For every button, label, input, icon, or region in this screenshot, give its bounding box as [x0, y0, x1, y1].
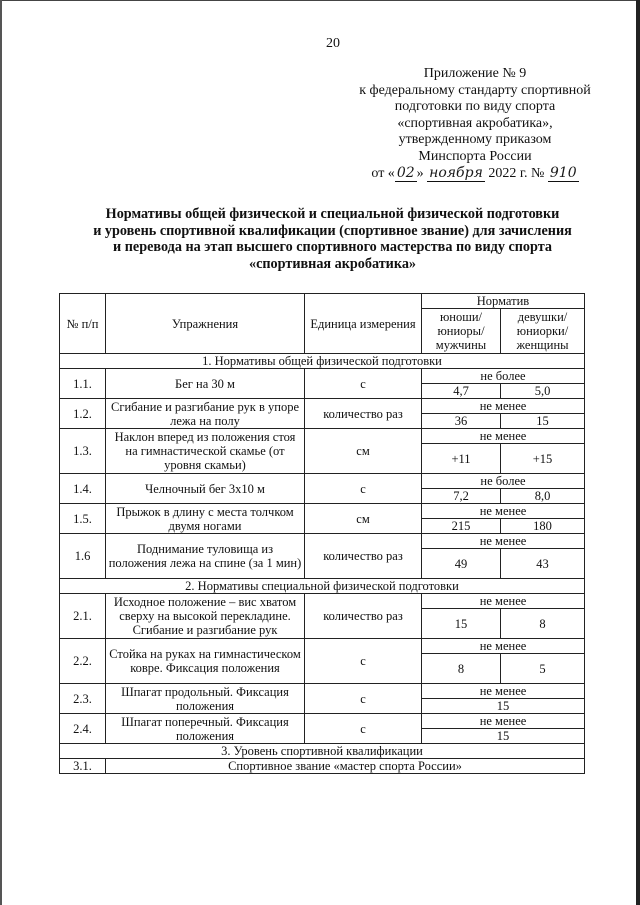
row-num: 2.1.: [60, 594, 106, 639]
value-female: 15: [501, 414, 585, 429]
table-row: [60, 594, 585, 609]
appendix-line: утвержденному приказом: [398, 132, 552, 147]
page-number: 20: [326, 36, 340, 51]
header-norm: Норматив: [422, 294, 585, 309]
appendix-line: Приложение № 9: [423, 66, 527, 81]
row-num: 2.3.: [60, 684, 106, 714]
row-num: 2.2.: [60, 639, 106, 684]
value-female: 8,0: [501, 489, 585, 504]
value-male: +11: [422, 444, 501, 474]
table-row: [60, 369, 585, 384]
section-title: 2. Нормативы специальной физической подготовки: [60, 579, 585, 594]
value-male: 49: [422, 549, 501, 579]
section-row: [60, 744, 585, 759]
handwritten-order-number: 910: [549, 165, 577, 181]
row-condition: не менее: [422, 714, 585, 729]
row-condition: не более: [422, 369, 585, 384]
section-row: [60, 579, 585, 594]
handwritten-month: ноября: [429, 165, 483, 181]
row-unit: см: [305, 504, 422, 534]
value-female: 5: [501, 654, 585, 684]
row-exercise: Челночный бег 3х10 м: [106, 474, 305, 504]
value-male: 8: [422, 654, 501, 684]
value-both: 15: [422, 699, 585, 714]
row-num: 1.2.: [60, 399, 106, 429]
row-unit: см: [305, 429, 422, 474]
table-row: [60, 684, 585, 699]
row-exercise: Прыжок в длину с места толчком двумя ногами: [106, 504, 305, 534]
row-unit: с: [305, 714, 422, 744]
row-num: 1.1.: [60, 369, 106, 399]
row-exercise: Исходное положение – вис хватом сверху на высокой перекладине. Сгибание и разгибание рук: [106, 594, 305, 639]
scan-border-left: [0, 0, 2, 905]
row-num: 1.4.: [60, 474, 106, 504]
header-unit: Единица измерения: [305, 294, 422, 354]
row-condition: не менее: [422, 429, 585, 444]
order-date-line: [340, 165, 610, 183]
value-male: 36: [422, 414, 501, 429]
row-num: 2.4.: [60, 714, 106, 744]
section-row: [60, 354, 585, 369]
value-male: 15: [422, 609, 501, 639]
appendix-line: «спортивная акробатика»,: [397, 115, 553, 131]
section-title: 3. Уровень спортивной квалификации: [60, 744, 585, 759]
value-male: 4,7: [422, 384, 501, 399]
header-num: № п/п: [60, 294, 106, 354]
row-condition: не менее: [422, 399, 585, 414]
row-num: 1.3.: [60, 429, 106, 474]
title-line: и перевода на этап высшего спортивного мастерства по виду спорта: [113, 239, 552, 255]
row-condition: не менее: [422, 594, 585, 609]
appendix-line: Минспорта России: [418, 148, 532, 164]
appendix-block: [340, 66, 610, 183]
row-unit: количество раз: [305, 594, 422, 639]
scan-border-top: [0, 0, 640, 1]
row-condition: не менее: [422, 504, 585, 519]
table-row: [60, 759, 585, 774]
value-both: 15: [422, 729, 585, 744]
table-row: [60, 399, 585, 414]
row-unit: с: [305, 474, 422, 504]
row-num: 1.5.: [60, 504, 106, 534]
value-female: +15: [501, 444, 585, 474]
row-exercise: Бег на 30 м: [106, 369, 305, 399]
row-unit: с: [305, 684, 422, 714]
scan-border-right: [636, 0, 640, 905]
row-exercise: Поднимание туловища из положения лежа на спине (за 1 мин): [106, 534, 305, 579]
row-exercise: Сгибание и разгибание рук в упоре лежа на полу: [106, 399, 305, 429]
table-row: [60, 714, 585, 729]
norms-table: [59, 293, 585, 774]
row-condition: не более: [422, 474, 585, 489]
row-condition: не менее: [422, 534, 585, 549]
table-header-row: [60, 294, 585, 309]
row-unit: количество раз: [305, 534, 422, 579]
row-condition: не менее: [422, 684, 585, 699]
value-female: 8: [501, 609, 585, 639]
value-female: 43: [501, 549, 585, 579]
table-row: [60, 534, 585, 549]
appendix-line: к федеральному стандарту спортивной: [359, 82, 591, 98]
row-unit: количество раз: [305, 399, 422, 429]
row-exercise: Наклон вперед из положения стоя на гимнастической скамье (от уровня скамьи): [106, 429, 305, 474]
appendix-line: подготовки по виду спорта: [394, 99, 556, 114]
header-female: девушки/ юниорки/ женщины: [501, 309, 585, 354]
table-row: [60, 474, 585, 489]
document-title: [60, 206, 605, 272]
title-line: и уровень спортивной квалификации (спортивное звание) для зачисления: [93, 222, 572, 239]
value-male: 7,2: [422, 489, 501, 504]
header-exercise: Упражнения: [106, 294, 305, 354]
row-unit: с: [305, 369, 422, 399]
date-mid: »: [416, 166, 424, 181]
value-female: 5,0: [501, 384, 585, 399]
title-line: Нормативы общей физической и специальной физической подготовки: [105, 206, 560, 222]
row-condition: не менее: [422, 639, 585, 654]
table-row: [60, 639, 585, 654]
row-num: 1.6: [60, 534, 106, 579]
row-num: 3.1.: [60, 759, 106, 774]
table-row: [60, 504, 585, 519]
title-line: «спортивная акробатика»: [248, 255, 417, 272]
section-title: 1. Нормативы общей физической подготовки: [60, 354, 585, 369]
row-exercise: Шпагат поперечный. Фиксация положения: [106, 714, 305, 744]
value-male: 215: [422, 519, 501, 534]
row-unit: с: [305, 639, 422, 684]
row-exercise: Шпагат продольный. Фиксация положения: [106, 684, 305, 714]
row-qualification: Спортивное звание «мастер спорта России»: [106, 759, 585, 774]
year-text: 2022 г. №: [488, 166, 545, 181]
header-male: юноши/ юниоры/ мужчины: [422, 309, 501, 354]
row-exercise: Стойка на руках на гимнастическом ковре. Фиксация положения: [106, 639, 305, 684]
table-row: [60, 429, 585, 444]
value-female: 180: [501, 519, 585, 534]
handwritten-day: 02: [396, 165, 415, 181]
date-prefix: от «: [371, 166, 395, 181]
